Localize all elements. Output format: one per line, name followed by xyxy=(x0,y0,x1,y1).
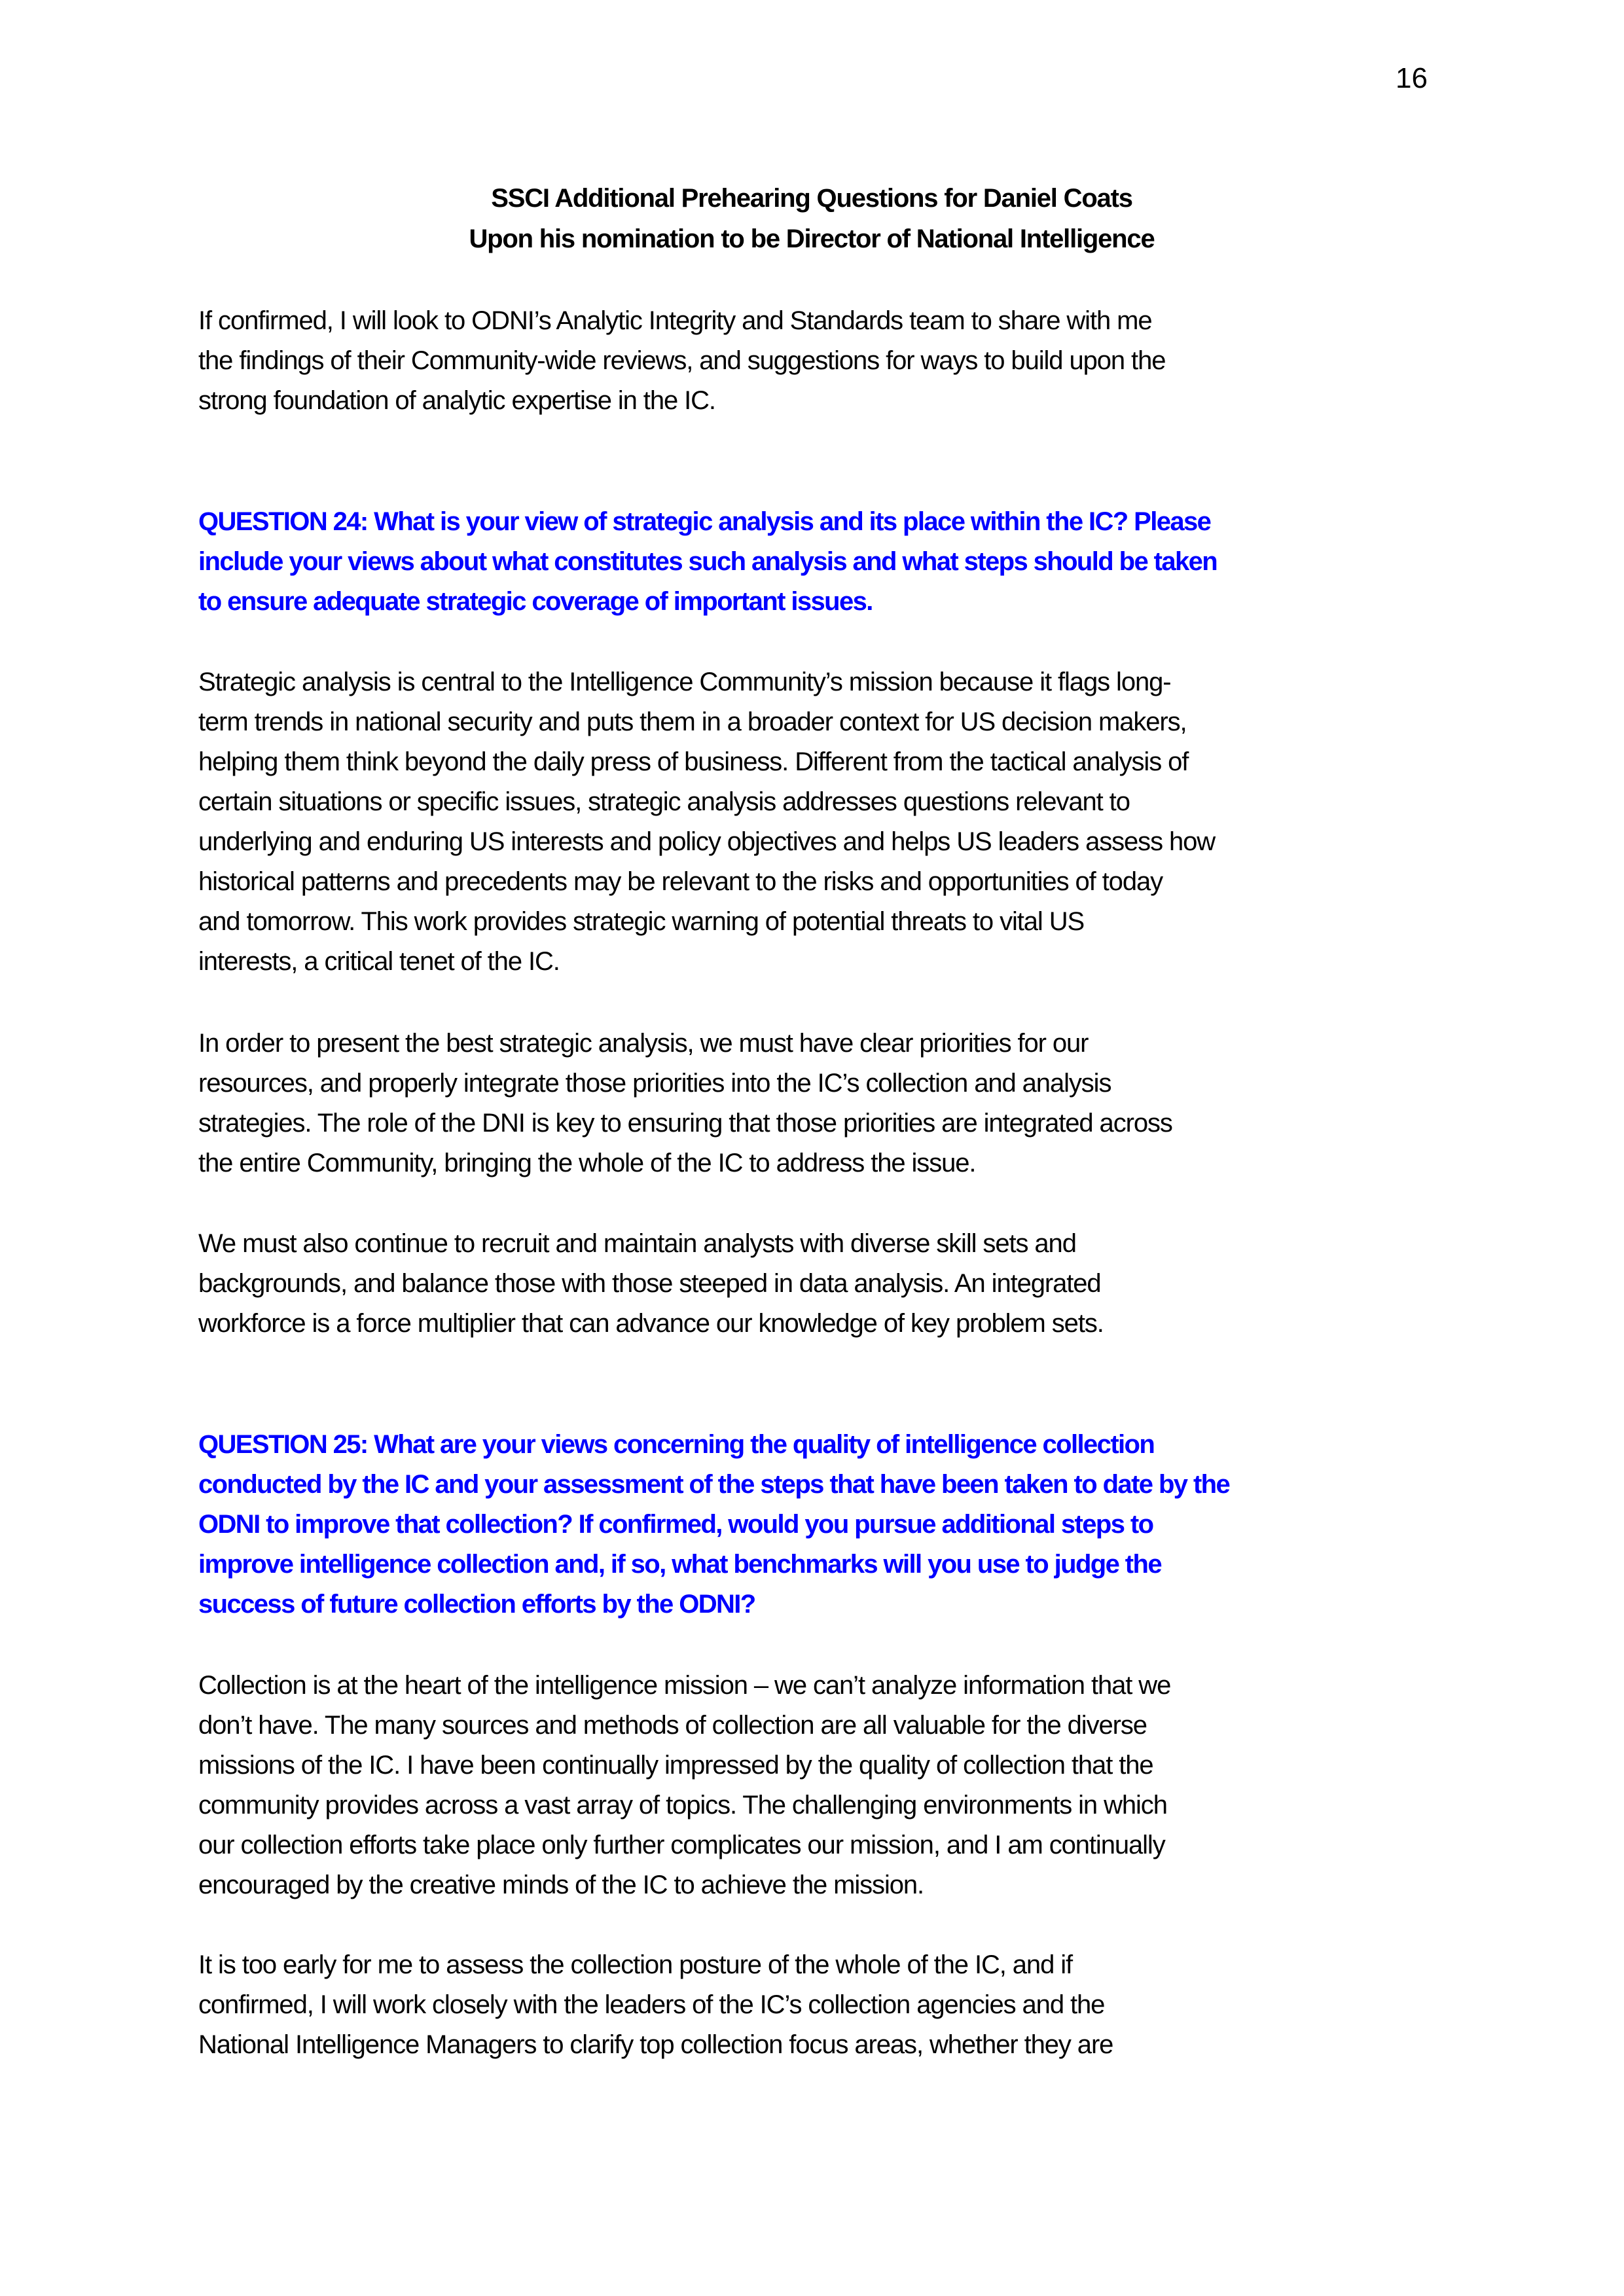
paragraph-line: the entire Community, bringing the whole of the IC to address the issue. xyxy=(198,1149,976,1177)
paragraph-line: our collection efforts take place only further complicates our mission, and I am continually xyxy=(198,1831,1165,1859)
paragraph-line: certain situations or specific issues, strategic analysis addresses questions relevant to xyxy=(198,787,1130,816)
paragraph-line: term trends in national security and puts them in a broader context for US decision makers, xyxy=(198,708,1187,736)
question-line: QUESTION 25: What are your views concerning the quality of intelligence collection xyxy=(198,1430,1155,1459)
paragraph-line: the findings of their Community-wide reviews, and suggestions for ways to build upon the xyxy=(198,346,1166,375)
paragraph-line: historical patterns and precedents may be relevant to the risks and opportunities of today xyxy=(198,867,1163,896)
paragraph-line: missions of the IC. I have been continually impressed by the quality of collection that the xyxy=(198,1751,1153,1780)
question-25 xyxy=(198,1425,1442,1624)
paragraph-line: If confirmed, I will look to ODNI’s Analytic Integrity and Standards team to share with me xyxy=(198,306,1152,335)
paragraph-line: helping them think beyond the daily press of business. Different from the tactical analysis of xyxy=(198,747,1189,776)
paragraph-line: It is too early for me to assess the collection posture of the whole of the IC, and if xyxy=(198,1950,1073,1979)
paragraph-line: don’t have. The many sources and methods of collection are all valuable for the diverse xyxy=(198,1711,1147,1740)
intro-paragraph xyxy=(198,301,1442,421)
question-line: to ensure adequate strategic coverage of important issues. xyxy=(198,587,873,616)
paragraph-line: encouraged by the creative minds of the IC to achieve the mission. xyxy=(198,1871,924,1899)
q25-answer-paragraph-2 xyxy=(198,1945,1442,2065)
question-line: success of future collection efforts by the ODNI? xyxy=(198,1590,755,1619)
paragraph-line: In order to present the best strategic analysis, we must have clear priorities for our xyxy=(198,1029,1089,1058)
page-number: 16 xyxy=(1396,62,1428,94)
header-title-line-2: Upon his nomination to be Director of National Intelligence xyxy=(469,224,1155,253)
question-line: include your views about what constitutes such analysis and what steps should be taken xyxy=(198,547,1218,576)
q24-answer-paragraph-3 xyxy=(198,1224,1442,1344)
paragraph-line: Strategic analysis is central to the Intelligence Community’s mission because it flags long- xyxy=(198,668,1171,696)
question-line: QUESTION 24: What is your view of strategic analysis and its place within the IC? Please xyxy=(198,507,1211,536)
q24-answer-paragraph-2 xyxy=(198,1024,1442,1183)
paragraph-line: and tomorrow. This work provides strategic warning of potential threats to vital US xyxy=(198,907,1085,936)
q25-answer-paragraph-1 xyxy=(198,1666,1442,1905)
paragraph-line: underlying and enduring US interests and policy objectives and helps US leaders assess how xyxy=(198,827,1216,856)
paragraph-line: strategies. The role of the DNI is key to ensuring that those priorities are integrated across xyxy=(198,1109,1172,1138)
paragraph-line: National Intelligence Managers to clarify top collection focus areas, whether they are xyxy=(198,2030,1113,2059)
question-line: conducted by the IC and your assessment of the steps that have been taken to date by the xyxy=(198,1470,1230,1499)
question-line: ODNI to improve that collection? If confirmed, would you pursue additional steps to xyxy=(198,1510,1153,1539)
paragraph-line: resources, and properly integrate those priorities into the IC’s collection and analysis xyxy=(198,1069,1111,1098)
paragraph-line: interests, a critical tenet of the IC. xyxy=(198,947,560,976)
paragraph-line: We must also continue to recruit and maintain analysts with diverse skill sets and xyxy=(198,1229,1076,1258)
document-header xyxy=(196,178,1427,259)
q24-answer-paragraph-1 xyxy=(198,662,1442,982)
paragraph-line: strong foundation of analytic expertise in the IC. xyxy=(198,386,715,415)
paragraph-line: workforce is a force multiplier that can advance our knowledge of key problem sets. xyxy=(198,1309,1104,1338)
paragraph-line: Collection is at the heart of the intelligence mission – we can’t analyze information that we xyxy=(198,1671,1171,1700)
question-24 xyxy=(198,502,1442,622)
header-title-line-1: SSCI Additional Prehearing Questions for Daniel Coats xyxy=(491,184,1132,213)
question-line: improve intelligence collection and, if so, what benchmarks will you use to judge the xyxy=(198,1550,1161,1579)
paragraph-line: community provides across a vast array of topics. The challenging environments in which xyxy=(198,1791,1167,1820)
paragraph-line: backgrounds, and balance those with those steeped in data analysis. An integrated xyxy=(198,1269,1101,1298)
paragraph-line: confirmed, I will work closely with the leaders of the IC’s collection agencies and the xyxy=(198,1990,1105,2019)
